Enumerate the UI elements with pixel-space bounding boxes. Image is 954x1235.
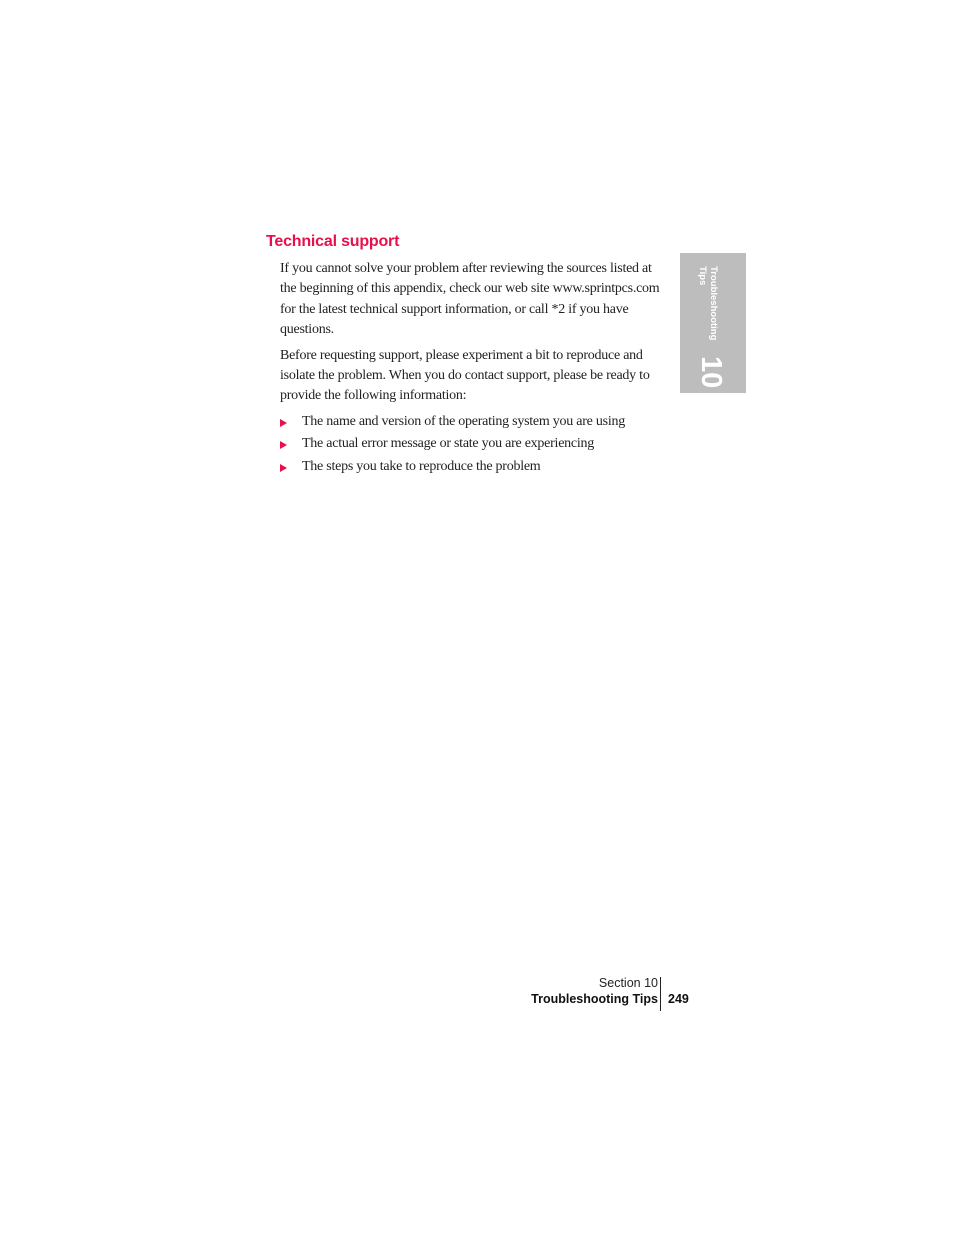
triangle-bullet-icon — [280, 464, 287, 472]
paragraph-intro: If you cannot solve your problem after reviewing the sources listed at the beginning of this appendix, check our web site www.sprintpcs.com for the latest technical support information, or call *2 if you have questions. — [280, 261, 660, 338]
footer-divider — [660, 977, 661, 1011]
paragraph-before-requesting: Before requesting support, please experiment a bit to reproduce and isolate the problem. When you do contact support, please be ready to provide the following information: — [280, 347, 650, 404]
footer-section-title: Troubleshooting Tips — [531, 992, 658, 1006]
footer-section-label: Section 10 — [598, 976, 658, 990]
list-item-text: The steps you take to reproduce the problem — [302, 458, 541, 474]
list-item-text: The name and version of the operating system you are using — [302, 413, 625, 429]
body-text — [280, 259, 662, 479]
section-tab-label — [697, 266, 719, 356]
triangle-bullet-icon — [280, 441, 287, 449]
list-item — [280, 434, 662, 454]
triangle-bullet-icon — [280, 419, 287, 427]
list-item-text: The actual error message or state you are experiencing — [302, 436, 595, 452]
list-item — [280, 412, 662, 432]
section-tab-number: 10 — [695, 356, 727, 389]
info-bullet-list — [280, 412, 662, 477]
section-heading: Technical support — [266, 233, 400, 250]
section-tab-label-line1: Troubleshooting — [708, 266, 719, 341]
list-item — [280, 457, 662, 477]
page-number: 249 — [668, 992, 689, 1006]
section-tab-label-line2: Tips — [697, 266, 708, 286]
